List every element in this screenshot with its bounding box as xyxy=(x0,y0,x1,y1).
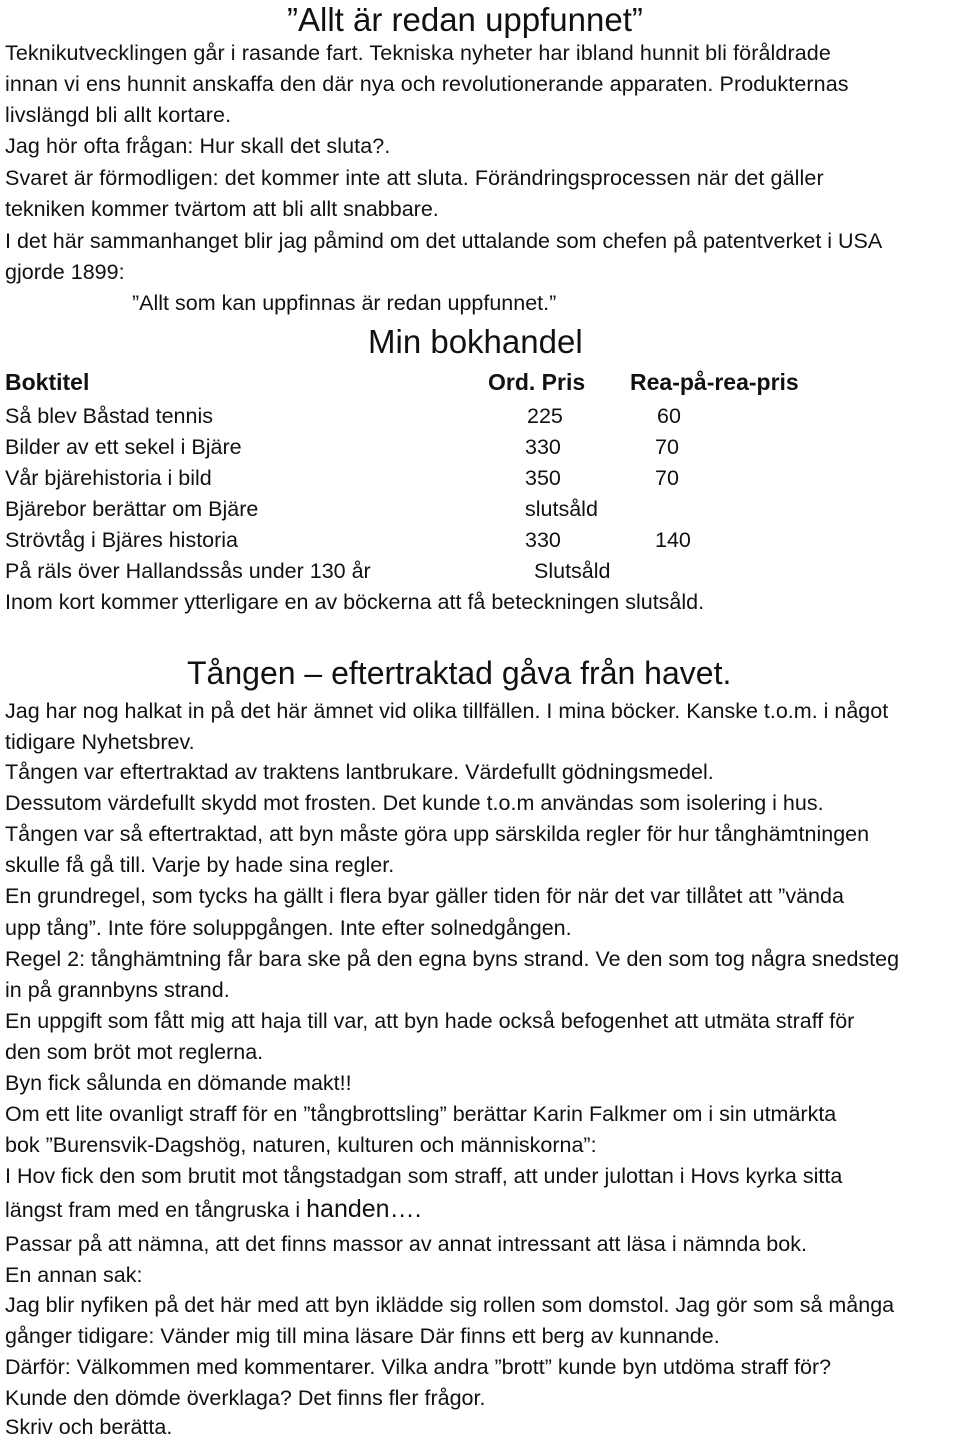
article1-line-5: Svaret är förmodligen: det kommer inte att sluta. Förändringsprocessen när det gäller xyxy=(5,166,824,190)
article2-line-19: En annan sak: xyxy=(5,1263,143,1287)
book-title: Vår bjärehistoria i bild xyxy=(5,466,212,490)
article2-line-16: I Hov fick den som brutit mot tångstadgan som straff, att under julottan i Hovs kyrka sitta xyxy=(5,1164,843,1188)
article2-line-13: Byn fick sålunda en dömande makt!! xyxy=(5,1071,352,1095)
article2-line-3: Tången var eftertraktad av traktens lantbrukare. Värdefullt gödningsmedel. xyxy=(5,760,714,784)
article2-line-11: En uppgift som fått mig att haja till var, att byn hade också befogenhet att utmäta straff för xyxy=(5,1009,855,1033)
article2-line-17 xyxy=(5,1194,422,1226)
article1-line-2: innan vi ens hunnit anskaffa den där nya och revolutionerande apparaten. Produkternas xyxy=(5,72,849,96)
article2-line-15: bok ”Burensvik-Dagshög, naturen, kulturen och människorna”: xyxy=(5,1133,597,1157)
book-title: Bilder av ett sekel i Bjäre xyxy=(5,435,242,459)
book-price: Slutsåld xyxy=(534,559,611,583)
table-header-title: Boktitel xyxy=(5,369,90,395)
bookshop-title: Min bokhandel xyxy=(368,323,583,360)
book-sale-price: 70 xyxy=(655,435,679,459)
article2-line-10: in på grannbyns strand. xyxy=(5,978,230,1002)
book-sale-price: 140 xyxy=(655,528,691,552)
article1-line-6: tekniken kommer tvärtom att bli allt snabbare. xyxy=(5,197,439,221)
article2-line-9: Regel 2: tånghämtning får bara ske på den egna byns strand. Ve den som tog några snedsteg xyxy=(5,947,900,971)
article2-line-2: tidigare Nyhetsbrev. xyxy=(5,730,195,754)
article2-line-21: gånger tidigare: Vänder mig till mina läsare Där finns ett berg av kunnande. xyxy=(5,1324,720,1348)
article-title-tangen: Tången – eftertraktad gåva från havet. xyxy=(187,655,732,691)
book-price: 330 xyxy=(525,528,561,552)
book-price: 330 xyxy=(525,435,561,459)
article1-line-8: gjorde 1899: xyxy=(5,260,125,284)
table-header-sale: Rea-på-rea-pris xyxy=(630,369,799,395)
article2-line-12: den som bröt mot reglerna. xyxy=(5,1040,264,1064)
book-price: slutsåld xyxy=(525,497,598,521)
article2-line-17-emphasis: handen…. xyxy=(306,1195,422,1223)
table-header-price: Ord. Pris xyxy=(488,369,586,395)
article2-line-1: Jag har nog halkat in på det här ämnet vid olika tillfällen. I mina böcker. Kanske t.o.m. i något xyxy=(5,699,889,723)
article2-line-6: skulle få gå till. Varje by hade sina regler. xyxy=(5,853,395,877)
article2-line-7: En grundregel, som tycks ha gällt i flera byar gäller tiden för när det var tillåtet att ”vända xyxy=(5,884,844,908)
article2-line-17-text: längst fram med en tångruska i xyxy=(5,1198,307,1222)
book-sale-price: 70 xyxy=(655,466,679,490)
article2-line-22: Därför: Välkommen med kommentarer. Vilka andra ”brott” kunde byn utdöma straff för? xyxy=(5,1355,832,1379)
article1-line-7: I det här sammanhanget blir jag påmind om det uttalande som chefen på patentverket i USA xyxy=(5,229,883,253)
book-sale-price: 60 xyxy=(657,404,681,428)
article1-quote: ”Allt som kan uppfinnas är redan uppfunnet.” xyxy=(132,291,557,315)
article2-line-14: Om ett lite ovanligt straff för en ”tångbrottsling” berättar Karin Falkmer om i sin utmärkta xyxy=(5,1102,837,1126)
book-title: Bjärebor berättar om Bjäre xyxy=(5,497,259,521)
article2-line-8: upp tång”. Inte före soluppgången. Inte efter solnedgången. xyxy=(5,916,572,940)
bookshop-note: Inom kort kommer ytterligare en av böckerna att få beteckningen slutsåld. xyxy=(5,590,705,614)
article2-line-20: Jag blir nyfiken på det här med att byn iklädde sig rollen som domstol. Jag gör som så många xyxy=(5,1293,895,1317)
book-title: Strövtåg i Bjäres historia xyxy=(5,528,239,552)
article2-line-23: Kunde den dömde överklaga? Det finns fler frågor. xyxy=(5,1386,486,1410)
article1-line-1: Teknikutvecklingen går i rasande fart. Tekniska nyheter har ibland hunnit bli föråldrade xyxy=(5,41,831,65)
article-title-allt-ar-redan-uppfunnet: ”Allt är redan uppfunnet” xyxy=(287,1,643,38)
book-price: 350 xyxy=(525,466,561,490)
book-title: På räls över Hallandssås under 130 år xyxy=(5,559,371,583)
article2-line-18: Passar på att nämna, att det finns massor av annat intressant att läsa i nämnda bok. xyxy=(5,1232,807,1256)
article1-line-4: Jag hör ofta frågan: Hur skall det sluta?. xyxy=(5,134,391,158)
article2-line-24: Skriv och berätta. xyxy=(5,1415,173,1439)
article1-line-3: livslängd bli allt kortare. xyxy=(5,103,232,127)
article2-line-5: Tången var så eftertraktad, att byn måste göra upp särskilda regler för hur tånghämtningen xyxy=(5,822,870,846)
book-title: Så blev Båstad tennis xyxy=(5,404,213,428)
book-price: 225 xyxy=(527,404,563,428)
article2-line-4: Dessutom värdefullt skydd mot frosten. Det kunde t.o.m användas som isolering i hus. xyxy=(5,791,824,815)
